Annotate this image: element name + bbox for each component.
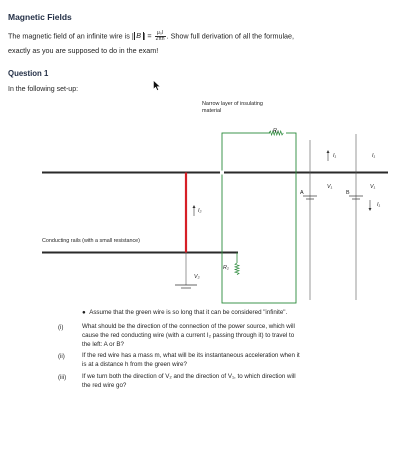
i2-label: I₂ [198,208,202,214]
intro-line-2: exactly as you are supposed to do in the exam! [8,46,159,55]
question-3-text [82,372,296,390]
i1-right-top-label: I₁ [372,153,376,159]
insulating-label-line-2: material [202,107,222,114]
question-1-text [82,322,295,349]
arrow-i2-up-icon [193,205,196,216]
point-b-label: B [346,190,350,196]
v1-right-label: V₁ [370,184,376,190]
rails-label: Conducting rails (with a small resistance) [42,238,140,244]
q1-line: What should be the direction of the connection of the power source, which will [82,323,295,330]
assumption-bullet [82,309,287,316]
question-1-number: (i) [58,324,64,331]
arrow-i1-down-icon [369,200,372,211]
intro-text-eq: | = [143,31,152,41]
green-wire-loop [222,133,296,303]
bullet-text: Assume that the green wire is so long that it can be considered "infinite". [89,309,288,316]
bullet-dot-icon: ● [82,309,90,316]
arrow-i1-up-icon [327,150,330,161]
insulating-layer [220,171,224,175]
resistor-r2-icon [235,263,239,275]
question-2-number: (ii) [58,353,65,360]
question-heading: Question 1 [8,69,49,78]
formula-denominator: 2πh [155,36,165,42]
q1-line: the left: A or B? [82,341,124,348]
page-title: Magnetic Fields [8,12,72,22]
r2-label: R₂ [223,265,229,271]
q3-line: the red wire go? [82,382,127,389]
intro-text-after: . Show full derivation of all the formulae, [166,31,295,41]
setup-text: In the following set-up: [8,86,79,93]
question-3-number: (iii) [58,374,67,381]
intro-text-before: The magnetic field of an infinite wire is | [8,31,134,41]
question-2-text [82,351,300,369]
formula-numerator: μ₀I [155,31,166,37]
q1-line: cause the red conducting wire (with a current I₂ passing through it) to travel to [82,332,295,339]
v2-label: V₂ [194,274,200,280]
v1-label: V₁ [327,184,333,190]
r1-label: R₁ [273,128,279,134]
q2-line: If the red wire has a mass m, what will be its instantaneous acceleration when it [82,352,300,359]
q2-line: is at a distance h from the green wire? [82,361,187,368]
insulating-label-line-1: Narrow layer of insulating [202,101,263,107]
q3-line: If we turn both the direction of V₂ and the direction of V₁, to which direction will [82,373,296,380]
insulating-material-label [202,101,263,114]
b-vector-symbol: B [134,32,144,39]
i1-label: I₁ [333,153,337,159]
point-a-label: A [300,190,304,196]
i1-right-bottom-label: I₁ [377,202,381,208]
